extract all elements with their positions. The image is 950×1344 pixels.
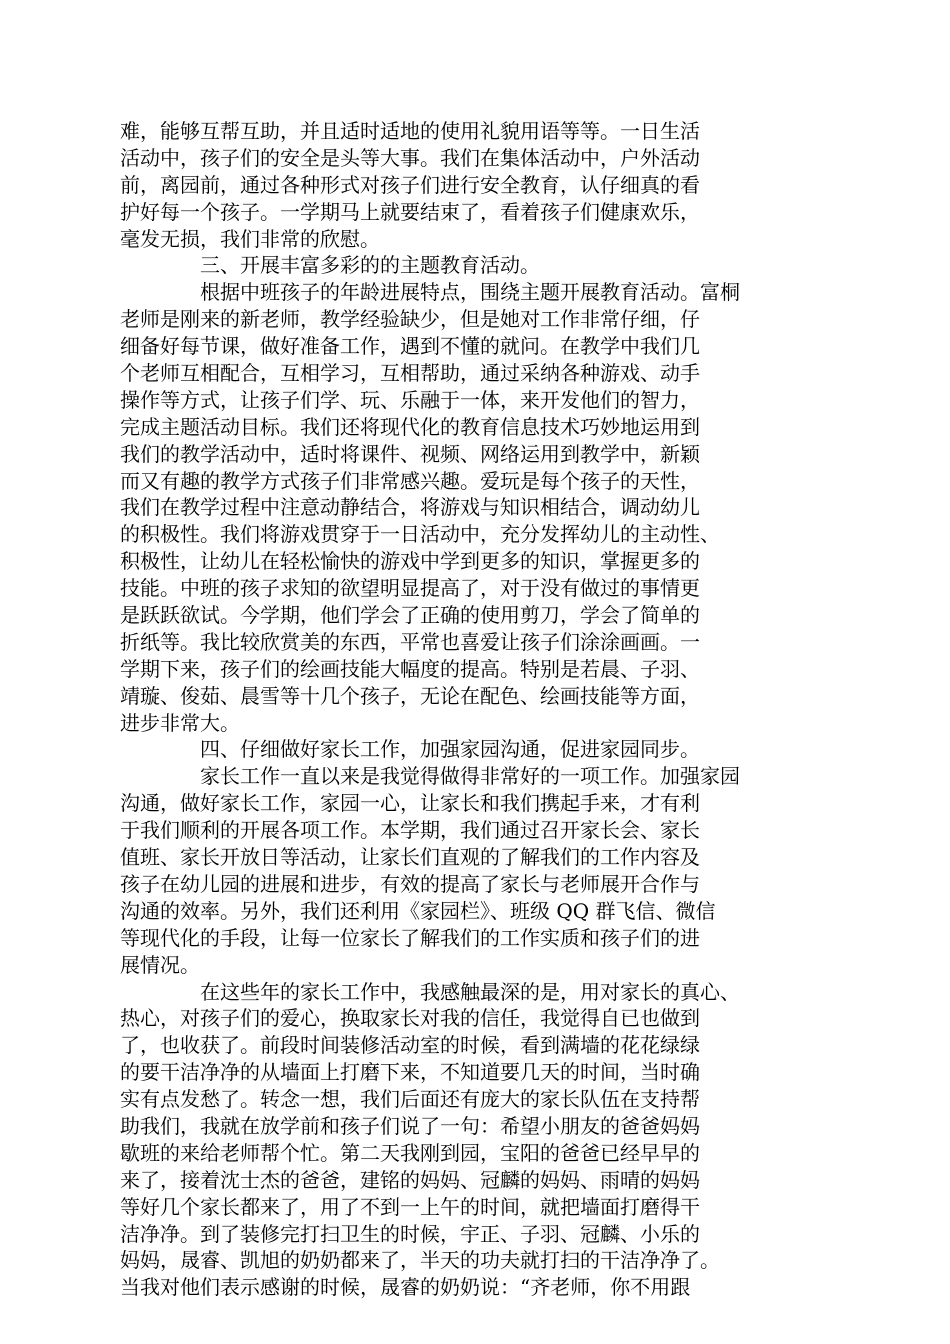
text-line: 实有点发愁了。转念一想，我们后面还有庞大的家长队伍在支持帮: [120, 1087, 700, 1112]
text-line: 洁净净。到了装修完打扫卫生的时候，宇正、子羽、冠麟、小乐的: [120, 1221, 700, 1246]
text-line: 进步非常大。: [120, 710, 240, 735]
text-line: 了，也收获了。前段时间装修活动室的时候，看到满墙的花花绿绿: [120, 1033, 700, 1058]
text-line: 操作等方式，让孩子们学、玩、乐融于一体，来开发他们的智力，: [120, 387, 700, 412]
text-line: 等现代化的手段，让每一位家长了解我们的工作实质和孩子们的进: [120, 925, 700, 950]
text-line: 个老师互相配合，互相学习，互相帮助，通过采纳各种游戏、动手: [120, 361, 700, 386]
text-line: 沟通的效率。另外，我们还利用《家园栏》、班级 QQ 群飞信、微信: [120, 898, 716, 923]
text-line: 当我对他们表示感谢的时候，晟睿的奶奶说：“齐老师，你不用跟: [120, 1275, 691, 1300]
text-line: 等好几个家长都来了，用了不到一上午的时间，就把墙面打磨得干: [120, 1194, 700, 1219]
text-line: 的积极性。我们将游戏贯穿于一日活动中，充分发挥幼儿的主动性、: [120, 522, 720, 547]
text-line: 歇班的来给老师帮个忙。第二天我刚到园，宝阳的爸爸已经早早的: [120, 1140, 700, 1165]
text-line: 护好每一个孩子。一学期马上就要结束了，看着孩子们健康欢乐，: [120, 199, 700, 224]
text-line: 我们在教学过程中注意动静结合，将游戏与知识相结合，调动幼儿: [120, 495, 700, 520]
text-line: 来了，接着沈士杰的爸爸，建铭的妈妈、冠麟的妈妈、雨晴的妈妈: [120, 1167, 700, 1192]
text-line: 四、仔细做好家长工作，加强家园沟通，促进家园同步。: [200, 737, 700, 762]
text-line: 在这些年的家长工作中，我感触最深的是，用对家长的真心、: [200, 979, 740, 1004]
text-line: 技能。中班的孩子求知的欲望明显提高了，对于没有做过的事情更: [120, 576, 700, 601]
text-line: 折纸等。我比较欣赏美的东西，平常也喜爱让孩子们涂涂画画。一: [120, 629, 700, 654]
text-line: 前，离园前，通过各种形式对孩子们进行安全教育，认仔细真的看: [120, 172, 700, 197]
text-line: 是跃跃欲试。今学期，他们学会了正确的使用剪刀，学会了简单的: [120, 603, 700, 628]
text-line: 靖璇、俊茹、晨雪等十几个孩子，无论在配色、绘画技能等方面，: [120, 683, 700, 708]
text-line: 难，能够互帮互助，并且适时适地的使用礼貌用语等等。一日生活: [120, 119, 700, 143]
text-line: 活动中，孩子们的安全是头等大事。我们在集体活动中，户外活动: [120, 145, 700, 170]
text-line: 细备好每节课，做好准备工作，遇到不懂的就问。在教学中我们几: [120, 334, 700, 359]
text-line: 积极性，让幼儿在轻松愉快的游戏中学到更多的知识，掌握更多的: [120, 549, 700, 574]
text-line: 老师是刚来的新老师，教学经验缺少，但是她对工作非常仔细，仔: [120, 307, 700, 332]
text-line: 妈妈，晟睿、凯旭的奶奶都来了，半天的功夫就打扫的干洁净净了。: [120, 1248, 720, 1273]
text-line: 孩子在幼儿园的进展和进步，有效的提高了家长与老师展开合作与: [120, 871, 700, 896]
body-text: [120, 118, 840, 1301]
text-line: 毫发无损，我们非常的欣慰。: [120, 226, 380, 251]
text-line: 值班、家长开放日等活动，让家长们直观的了解我们的工作内容及: [120, 845, 700, 870]
text-line: 于我们顺利的开展各项工作。本学期，我们通过召开家长会、家长: [120, 818, 700, 843]
text-line: 的要干洁净净的从墙面上打磨下来，不知道要几天的时间，当时确: [120, 1060, 700, 1085]
text-line: 家长工作一直以来是我觉得做得非常好的一项工作。加强家园: [200, 764, 740, 789]
text-line: 沟通，做好家长工作，家园一心，让家长和我们携起手来，才有利: [120, 791, 700, 816]
text-line: 根据中班孩子的年龄进展特点，围绕主题开展教育活动。富桐: [200, 280, 740, 305]
text-line: 热心，对孩子们的爱心，换取家长对我的信任，我觉得自已也做到: [120, 1006, 700, 1031]
text-line: 学期下来，孩子们的绘画技能大幅度的提高。特别是若晨、子羽、: [120, 656, 700, 681]
text-line: 助我们，我就在放学前和孩子们说了一句：希望小朋友的爸爸妈妈: [120, 1113, 700, 1138]
text-line: 而又有趣的教学方式孩子们非常感兴趣。爱玩是每个孩子的天性，: [120, 468, 700, 493]
text-line: 我们的教学活动中，适时将课件、视频、网络运用到教学中，新颖: [120, 441, 700, 466]
text-line: 完成主题活动目标。我们还将现代化的教育信息技术巧妙地运用到: [120, 414, 700, 439]
text-line: 三、开展丰富多彩的的主题教育活动。: [200, 253, 540, 278]
text-line: 展情况。: [120, 952, 200, 977]
